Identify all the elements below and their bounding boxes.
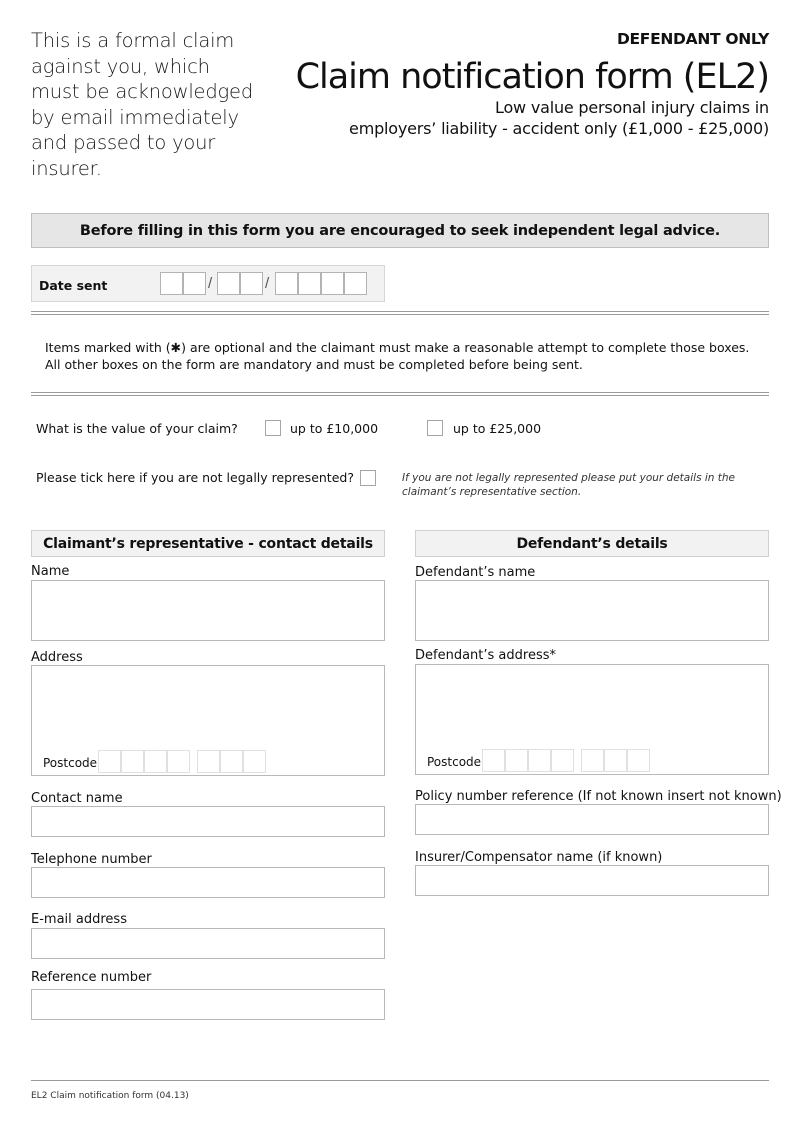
date-year-cell-1[interactable] [275, 272, 298, 295]
claimant-postcode-cell[interactable] [220, 750, 243, 773]
intro-text: This is a formal claim against you, which must be acknowledged by email immediately and passed to your insurer. [31, 29, 254, 180]
date-year-cell-4[interactable] [344, 272, 367, 295]
legal-advice-banner: Before filling in this form you are encouraged to seek independent legal advice. [31, 213, 769, 248]
defendant-only-label: DEFENDANT ONLY [616, 30, 769, 48]
date-year-cell-3[interactable] [321, 272, 344, 295]
defendant-postcode-cell[interactable] [551, 749, 574, 772]
date-year-cell-2[interactable] [298, 272, 321, 295]
defendant-postcode-label: Postcode [427, 755, 482, 769]
claimant-postcode-cell[interactable] [197, 750, 220, 773]
insurer-name-field[interactable] [415, 865, 769, 896]
defendant-postcode-cell[interactable] [581, 749, 604, 772]
defendant-postcode-cell[interactable] [528, 749, 551, 772]
claimant-postcode-cell[interactable] [167, 750, 190, 773]
email-field[interactable] [31, 928, 385, 959]
date-separator: / [208, 275, 213, 292]
claimant-postcode-label: Postcode [43, 756, 98, 770]
instructions-line-1: Items marked with (✱) are optional and the claimant must make a reasonable attempt to complete those boxes. [45, 340, 750, 355]
date-sent-label: Date sent [39, 278, 108, 293]
not-represented-note: If you are not legally represented please put your details in the claimant’s representative section. [402, 472, 736, 498]
claimant-name-label: Name [31, 564, 70, 579]
form-subtitle [349, 97, 769, 139]
telephone-label: Telephone number [31, 852, 152, 867]
date-day-cell-2[interactable] [183, 272, 206, 295]
claim-value-question: What is the value of your claim? [36, 421, 238, 436]
policy-number-label: Policy number reference (If not known insert not known) [415, 789, 782, 804]
defendant-postcode-cell[interactable] [604, 749, 627, 772]
subtitle-line-2: employers’ liability - accident only (£1,000 - £25,000) [349, 119, 769, 138]
policy-number-field[interactable] [415, 804, 769, 835]
claim-value-25000-label: up to £25,000 [453, 421, 542, 436]
date-month-cell-1[interactable] [217, 272, 240, 295]
instructions-line-2: All other boxes on the form are mandatory and must be completed before being sent. [45, 356, 583, 372]
divider [31, 311, 769, 315]
contact-name-label: Contact name [31, 791, 123, 806]
telephone-field[interactable] [31, 867, 385, 898]
contact-name-field[interactable] [31, 806, 385, 837]
claim-value-10000-checkbox[interactable] [265, 420, 281, 436]
claimant-address-label: Address [31, 650, 83, 665]
claim-value-10000-label: up to £10,000 [290, 421, 379, 436]
defendant-section-heading: Defendant’s details [415, 530, 769, 557]
claimant-postcode-cell[interactable] [98, 750, 121, 773]
not-represented-checkbox[interactable] [360, 470, 376, 486]
subtitle-line-1: Low value personal injury claims in [495, 98, 769, 117]
defendant-name-field[interactable] [415, 580, 769, 641]
claimant-section-heading: Claimant’s representative - contact details [31, 530, 385, 557]
claim-value-25000-checkbox[interactable] [427, 420, 443, 436]
reference-label: Reference number [31, 970, 152, 985]
footer-divider [31, 1080, 769, 1081]
insurer-name-label: Insurer/Compensator name (if known) [415, 850, 663, 865]
claimant-postcode-cell[interactable] [243, 750, 266, 773]
divider [31, 392, 769, 396]
defendant-address-label: Defendant’s address* [415, 648, 556, 663]
defendant-postcode-cell[interactable] [505, 749, 528, 772]
not-represented-question: Please tick here if you are not legally represented? [36, 470, 354, 485]
claimant-postcode-cell[interactable] [144, 750, 167, 773]
claimant-postcode-cell[interactable] [121, 750, 144, 773]
date-separator: / [265, 275, 270, 292]
defendant-postcode-cell[interactable] [482, 749, 505, 772]
instructions [45, 340, 765, 373]
date-month-cell-2[interactable] [240, 272, 263, 295]
footer-text: EL2 Claim notification form (04.13) [31, 1091, 189, 1101]
form-title: Claim notification form (EL2) [295, 57, 769, 97]
date-day-cell-1[interactable] [160, 272, 183, 295]
claimant-name-field[interactable] [31, 580, 385, 641]
reference-field[interactable] [31, 989, 385, 1020]
defendant-name-label: Defendant’s name [415, 565, 536, 580]
defendant-postcode-cell[interactable] [627, 749, 650, 772]
email-label: E-mail address [31, 912, 127, 927]
